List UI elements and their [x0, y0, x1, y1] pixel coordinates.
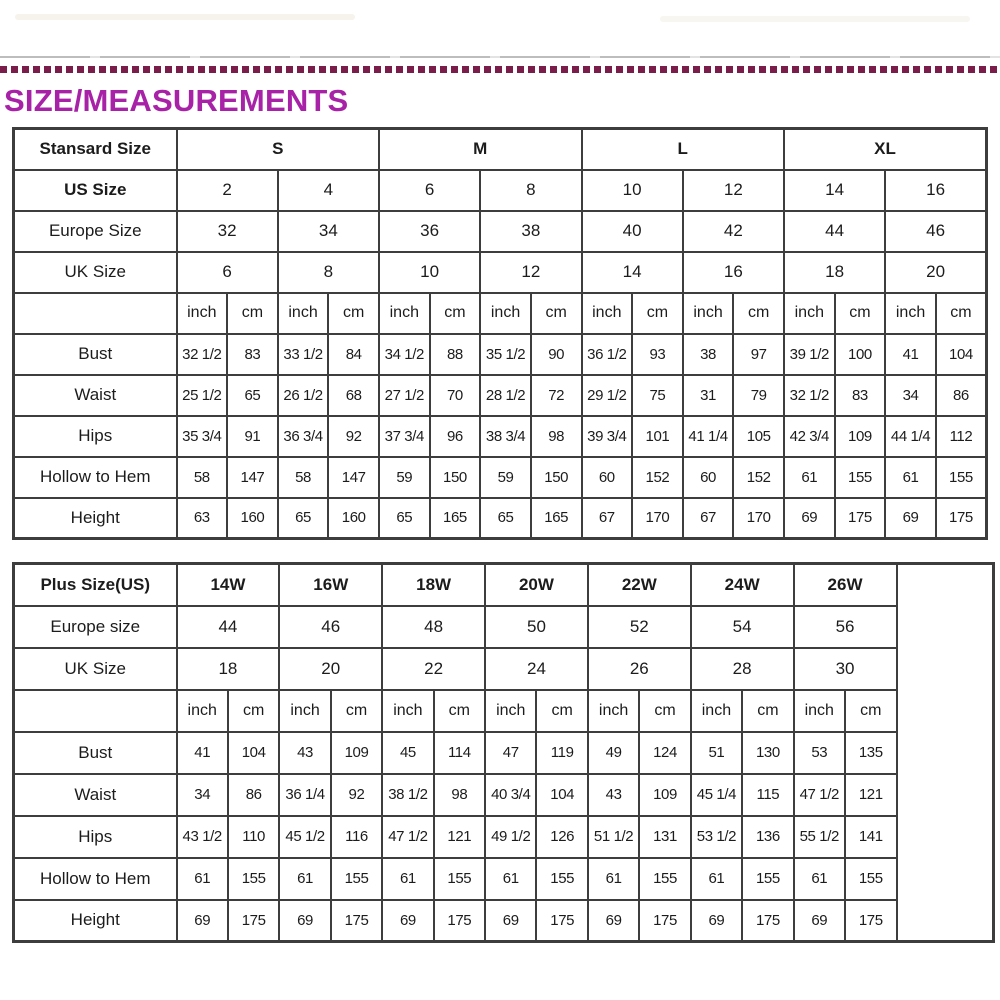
measurement-cell: 141: [845, 816, 897, 858]
measurement-cell: 33 1/2: [278, 334, 329, 375]
measurement-cell: 170: [733, 498, 784, 539]
standard-size-table: [12, 127, 988, 540]
unit-cell: inch: [691, 690, 742, 732]
measurement-cell: 61: [382, 858, 433, 900]
size-value-cell: 18: [784, 252, 885, 293]
size-group-cell: XL: [784, 129, 987, 170]
measurement-row: [14, 375, 987, 416]
measurement-cell: 61: [794, 858, 845, 900]
measurement-cell: 147: [328, 457, 379, 498]
measurement-cell: 38: [683, 334, 734, 375]
size-group-cell: L: [582, 129, 785, 170]
measurement-cell: 175: [742, 900, 793, 942]
measurement-cell: 25 1/2: [177, 375, 228, 416]
unit-cell: cm: [639, 690, 690, 732]
size-value-cell: 54: [691, 606, 794, 648]
measurement-cell: 51 1/2: [588, 816, 639, 858]
unit-cell: inch: [177, 690, 228, 732]
measurement-cell: 47: [485, 732, 536, 774]
measurement-cell: 175: [936, 498, 987, 539]
measurement-cell: 69: [691, 900, 742, 942]
unit-cell: cm: [845, 690, 897, 732]
measurement-cell: 84: [328, 334, 379, 375]
measurement-row: [14, 774, 994, 816]
size-value-cell: 10: [582, 170, 683, 211]
measurement-cell: 69: [485, 900, 536, 942]
measurement-row: [14, 858, 994, 900]
row-label-cell: Bust: [14, 334, 177, 375]
measurement-cell: 155: [434, 858, 485, 900]
measurement-cell: 147: [227, 457, 278, 498]
measurement-cell: 150: [430, 457, 481, 498]
measurement-cell: 69: [177, 900, 228, 942]
unit-cell: inch: [278, 293, 329, 334]
measurement-cell: 28 1/2: [480, 375, 531, 416]
measurement-cell: 35 1/2: [480, 334, 531, 375]
measurement-cell: 155: [228, 858, 279, 900]
measurement-cell: 155: [936, 457, 987, 498]
measurement-cell: 27 1/2: [379, 375, 430, 416]
measurement-cell: 90: [531, 334, 582, 375]
measurement-cell: 160: [227, 498, 278, 539]
measurement-cell: 98: [531, 416, 582, 457]
measurement-cell: 42 3/4: [784, 416, 835, 457]
row-label-cell: Hips: [14, 816, 177, 858]
size-group-cell: 22W: [588, 564, 691, 606]
measurement-cell: 38 1/2: [382, 774, 433, 816]
unit-cell: inch: [379, 293, 430, 334]
size-value-cell: 56: [794, 606, 897, 648]
measurement-cell: 170: [632, 498, 683, 539]
measurement-cell: 104: [228, 732, 279, 774]
measurement-cell: 36 1/4: [279, 774, 330, 816]
measurement-cell: 91: [227, 416, 278, 457]
measurement-cell: 83: [227, 334, 278, 375]
unit-cell: cm: [227, 293, 278, 334]
measurement-cell: 72: [531, 375, 582, 416]
unit-cell: cm: [328, 293, 379, 334]
row-label-cell: Hollow to Hem: [14, 858, 177, 900]
measurement-cell: 109: [835, 416, 886, 457]
unit-cell: inch: [382, 690, 433, 732]
size-value-cell: 8: [480, 170, 581, 211]
measurement-cell: 47 1/2: [382, 816, 433, 858]
measurement-cell: 40 3/4: [485, 774, 536, 816]
size-value-cell: 26: [588, 648, 691, 690]
row-label-cell: [14, 690, 177, 732]
measurement-cell: 75: [632, 375, 683, 416]
measurement-cell: 69: [794, 900, 845, 942]
unit-cell: cm: [733, 293, 784, 334]
unit-cell: inch: [279, 690, 330, 732]
measurement-cell: 60: [683, 457, 734, 498]
size-value-cell: 44: [784, 211, 885, 252]
row-label-cell: Waist: [14, 774, 177, 816]
measurement-cell: 38 3/4: [480, 416, 531, 457]
unit-cell: cm: [632, 293, 683, 334]
measurement-cell: 98: [434, 774, 485, 816]
unit-cell: inch: [885, 293, 936, 334]
size-group-cell: 20W: [485, 564, 588, 606]
measurement-cell: 165: [531, 498, 582, 539]
row-label-cell: Height: [14, 900, 177, 942]
measurement-cell: 160: [328, 498, 379, 539]
measurement-cell: 44 1/4: [885, 416, 936, 457]
measurement-cell: 155: [536, 858, 587, 900]
measurement-cell: 53: [794, 732, 845, 774]
measurement-cell: 45 1/4: [691, 774, 742, 816]
unit-cell: inch: [582, 293, 633, 334]
unit-cell: inch: [784, 293, 835, 334]
measurement-cell: 36 3/4: [278, 416, 329, 457]
unit-cell: inch: [683, 293, 734, 334]
size-group-cell: S: [177, 129, 380, 170]
measurement-cell: 29 1/2: [582, 375, 633, 416]
measurement-cell: 34: [177, 774, 228, 816]
corner-label-cell: Stansard Size: [14, 129, 177, 170]
measurement-cell: 135: [845, 732, 897, 774]
size-row: [14, 211, 987, 252]
measurement-cell: 69: [784, 498, 835, 539]
measurement-cell: 69: [279, 900, 330, 942]
measurement-cell: 65: [278, 498, 329, 539]
measurement-cell: 115: [742, 774, 793, 816]
size-value-cell: 6: [379, 170, 480, 211]
row-label-cell: Hollow to Hem: [14, 457, 177, 498]
measurement-cell: 35 3/4: [177, 416, 228, 457]
size-value-cell: 38: [480, 211, 581, 252]
measurement-cell: 53 1/2: [691, 816, 742, 858]
row-label-cell: Bust: [14, 732, 177, 774]
measurement-cell: 61: [691, 858, 742, 900]
measurement-cell: 121: [434, 816, 485, 858]
size-value-cell: 14: [582, 252, 683, 293]
size-value-cell: 46: [885, 211, 986, 252]
plus-size-table: [12, 562, 995, 943]
measurement-cell: 43: [588, 774, 639, 816]
unit-cell: cm: [536, 690, 587, 732]
row-label-cell: Hips: [14, 416, 177, 457]
measurement-cell: 130: [742, 732, 793, 774]
unit-cell: cm: [228, 690, 279, 732]
thin-divider-line: [0, 56, 1000, 58]
row-label-cell: UK Size: [14, 648, 177, 690]
page-title: SIZE/MEASUREMENTS: [4, 83, 349, 118]
row-label-cell: Waist: [14, 375, 177, 416]
size-value-cell: 46: [279, 606, 382, 648]
size-value-cell: 6: [177, 252, 278, 293]
measurement-cell: 88: [430, 334, 481, 375]
size-value-cell: 16: [683, 252, 784, 293]
measurement-cell: 150: [531, 457, 582, 498]
measurement-cell: 175: [228, 900, 279, 942]
measurement-cell: 104: [936, 334, 987, 375]
measurement-cell: 45: [382, 732, 433, 774]
measurement-cell: 110: [228, 816, 279, 858]
measurement-cell: 152: [632, 457, 683, 498]
unit-cell: inch: [794, 690, 845, 732]
size-group-cell: 14W: [177, 564, 280, 606]
unit-header-row: [14, 690, 994, 732]
measurement-row: [14, 816, 994, 858]
measurement-cell: 86: [228, 774, 279, 816]
size-value-cell: 44: [177, 606, 280, 648]
measurement-cell: 34: [885, 375, 936, 416]
measurement-cell: 175: [845, 900, 897, 942]
size-group-cell: 16W: [279, 564, 382, 606]
measurement-cell: 83: [835, 375, 886, 416]
measurement-cell: 86: [936, 375, 987, 416]
size-group-row: [14, 564, 994, 606]
measurement-cell: 37 3/4: [379, 416, 430, 457]
measurement-cell: 155: [742, 858, 793, 900]
measurement-cell: 97: [733, 334, 784, 375]
size-value-cell: 40: [582, 211, 683, 252]
measurement-cell: 67: [683, 498, 734, 539]
size-value-cell: 8: [278, 252, 379, 293]
measurement-row: [14, 334, 987, 375]
measurement-cell: 79: [733, 375, 784, 416]
faded-artifact: [660, 16, 970, 22]
measurement-cell: 61: [279, 858, 330, 900]
size-value-cell: 36: [379, 211, 480, 252]
unit-header-row: [14, 293, 987, 334]
measurement-cell: 31: [683, 375, 734, 416]
size-value-cell: 30: [794, 648, 897, 690]
measurement-cell: 92: [328, 416, 379, 457]
row-label-cell: Europe size: [14, 606, 177, 648]
measurement-cell: 41: [177, 732, 228, 774]
measurement-cell: 63: [177, 498, 228, 539]
size-row: [14, 606, 994, 648]
size-group-cell: 24W: [691, 564, 794, 606]
measurement-row: [14, 416, 987, 457]
measurement-cell: 61: [485, 858, 536, 900]
measurement-row: [14, 498, 987, 539]
unit-cell: inch: [485, 690, 536, 732]
size-value-cell: 10: [379, 252, 480, 293]
unit-cell: cm: [531, 293, 582, 334]
measurement-cell: 43 1/2: [177, 816, 228, 858]
row-label-cell: Height: [14, 498, 177, 539]
measurement-cell: 114: [434, 732, 485, 774]
size-value-cell: 14: [784, 170, 885, 211]
size-value-cell: 34: [278, 211, 379, 252]
measurement-cell: 58: [278, 457, 329, 498]
measurement-cell: 100: [835, 334, 886, 375]
measurement-cell: 105: [733, 416, 784, 457]
measurement-cell: 39 1/2: [784, 334, 835, 375]
size-value-cell: 50: [485, 606, 588, 648]
measurement-cell: 69: [588, 900, 639, 942]
size-row: [14, 648, 994, 690]
measurement-cell: 155: [845, 858, 897, 900]
measurement-cell: 119: [536, 732, 587, 774]
unit-cell: cm: [331, 690, 382, 732]
unit-cell: inch: [480, 293, 531, 334]
measurement-cell: 49 1/2: [485, 816, 536, 858]
measurement-cell: 65: [480, 498, 531, 539]
measurement-cell: 47 1/2: [794, 774, 845, 816]
size-value-cell: 42: [683, 211, 784, 252]
measurement-cell: 109: [331, 732, 382, 774]
measurement-cell: 49: [588, 732, 639, 774]
measurement-cell: 60: [582, 457, 633, 498]
measurement-cell: 61: [784, 457, 835, 498]
unit-cell: cm: [430, 293, 481, 334]
measurement-cell: 165: [430, 498, 481, 539]
measurement-cell: 93: [632, 334, 683, 375]
measurement-cell: 96: [430, 416, 481, 457]
size-value-cell: 12: [683, 170, 784, 211]
row-label-cell: [14, 293, 177, 334]
size-group-cell: 26W: [794, 564, 897, 606]
size-row: [14, 170, 987, 211]
measurement-cell: 65: [227, 375, 278, 416]
measurement-row: [14, 457, 987, 498]
row-label-cell: US Size: [14, 170, 177, 211]
measurement-row: [14, 732, 994, 774]
measurement-cell: 104: [536, 774, 587, 816]
measurement-cell: 67: [582, 498, 633, 539]
measurement-cell: 70: [430, 375, 481, 416]
size-row: [14, 252, 987, 293]
measurement-cell: 55 1/2: [794, 816, 845, 858]
measurement-cell: 32 1/2: [784, 375, 835, 416]
measurement-cell: 61: [885, 457, 936, 498]
unit-cell: cm: [434, 690, 485, 732]
measurement-row: [14, 900, 994, 942]
measurement-cell: 121: [845, 774, 897, 816]
measurement-cell: 116: [331, 816, 382, 858]
size-value-cell: 28: [691, 648, 794, 690]
row-label-cell: Europe Size: [14, 211, 177, 252]
measurement-cell: 36 1/2: [582, 334, 633, 375]
measurement-cell: 58: [177, 457, 228, 498]
measurement-cell: 68: [328, 375, 379, 416]
measurement-cell: 152: [733, 457, 784, 498]
measurement-cell: 59: [480, 457, 531, 498]
measurement-cell: 34 1/2: [379, 334, 430, 375]
size-value-cell: 4: [278, 170, 379, 211]
size-group-cell: M: [379, 129, 582, 170]
measurement-cell: 59: [379, 457, 430, 498]
measurement-cell: 175: [639, 900, 690, 942]
measurement-cell: 61: [588, 858, 639, 900]
measurement-cell: 155: [639, 858, 690, 900]
measurement-cell: 101: [632, 416, 683, 457]
measurement-cell: 92: [331, 774, 382, 816]
measurement-cell: 26 1/2: [278, 375, 329, 416]
measurement-cell: 69: [885, 498, 936, 539]
size-value-cell: 20: [279, 648, 382, 690]
measurement-cell: 109: [639, 774, 690, 816]
measurement-cell: 175: [835, 498, 886, 539]
dashed-divider-line: [0, 66, 1000, 73]
measurement-cell: 45 1/2: [279, 816, 330, 858]
measurement-cell: 65: [379, 498, 430, 539]
measurement-cell: 131: [639, 816, 690, 858]
unit-cell: cm: [742, 690, 793, 732]
size-value-cell: 12: [480, 252, 581, 293]
size-value-cell: 22: [382, 648, 485, 690]
size-group-row: [14, 129, 987, 170]
measurement-cell: 136: [742, 816, 793, 858]
size-value-cell: 48: [382, 606, 485, 648]
size-group-cell: 18W: [382, 564, 485, 606]
measurement-cell: 69: [382, 900, 433, 942]
measurement-cell: 175: [331, 900, 382, 942]
measurement-cell: 39 3/4: [582, 416, 633, 457]
size-value-cell: 52: [588, 606, 691, 648]
unit-cell: cm: [936, 293, 987, 334]
size-value-cell: 32: [177, 211, 278, 252]
unit-cell: inch: [588, 690, 639, 732]
size-value-cell: 2: [177, 170, 278, 211]
measurement-cell: 41 1/4: [683, 416, 734, 457]
unit-cell: cm: [835, 293, 886, 334]
size-value-cell: 20: [885, 252, 986, 293]
measurement-cell: 175: [434, 900, 485, 942]
measurement-cell: 124: [639, 732, 690, 774]
measurement-cell: 61: [177, 858, 228, 900]
measurement-cell: 155: [835, 457, 886, 498]
empty-cell: [897, 564, 994, 942]
size-value-cell: 18: [177, 648, 280, 690]
unit-cell: inch: [177, 293, 228, 334]
measurement-cell: 51: [691, 732, 742, 774]
measurement-cell: 112: [936, 416, 987, 457]
measurement-cell: 126: [536, 816, 587, 858]
size-value-cell: 16: [885, 170, 986, 211]
measurement-cell: 41: [885, 334, 936, 375]
corner-label-cell: Plus Size(US): [14, 564, 177, 606]
row-label-cell: UK Size: [14, 252, 177, 293]
faded-artifact: [15, 14, 355, 20]
measurement-cell: 43: [279, 732, 330, 774]
measurement-cell: 155: [331, 858, 382, 900]
measurement-cell: 32 1/2: [177, 334, 228, 375]
size-value-cell: 24: [485, 648, 588, 690]
measurement-cell: 175: [536, 900, 587, 942]
